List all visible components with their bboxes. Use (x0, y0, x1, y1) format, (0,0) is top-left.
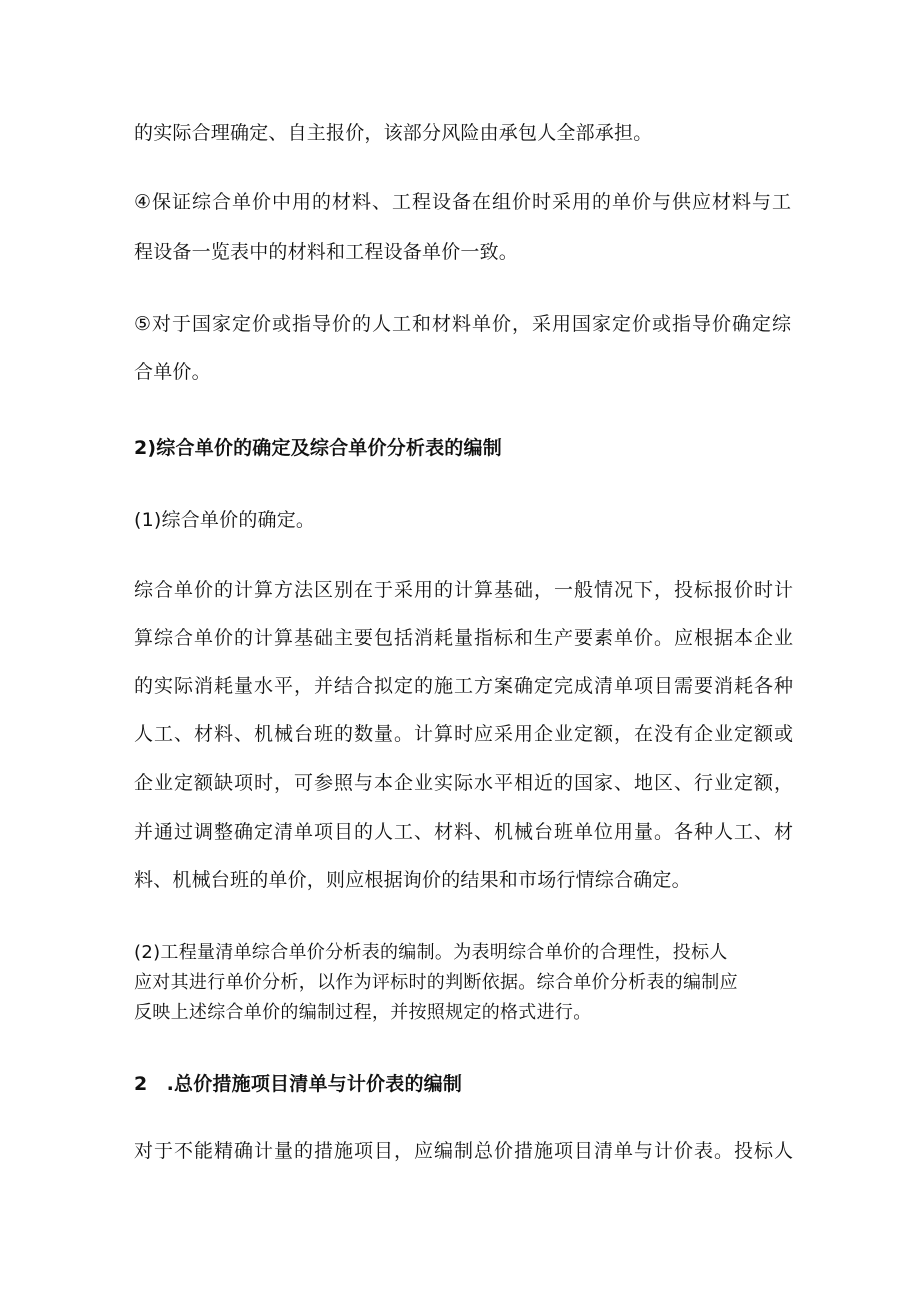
paragraph-line: 人工、材料、机械台班的数量。计算时应采用企业定额，在没有企业定额或 (134, 723, 795, 745)
paragraph-line: 的实际合理确定、自主报价，该部分风险由承包人全部承担。 (134, 122, 653, 144)
paragraph-line: 综合单价的计算方法区别在于采用的计算基础，一般情况下，投标报价时计 (134, 579, 795, 601)
paragraph-line: ⑤对于国家定价或指导价的人工和材料单价，采用国家定价或指导价确定综 (134, 313, 793, 335)
paragraph-line: 合单价。 (134, 361, 211, 383)
paragraph-line: (2)工程量清单综合单价分析表的编制。为表明综合单价的合理性，投标人 (134, 942, 728, 963)
paragraph-line: 算综合单价的计算基础主要包括消耗量指标和生产要素单价。应根据本企业 (134, 627, 795, 649)
section-heading: 2 .总价措施项目清单与计价表的编制 (134, 1073, 463, 1095)
paragraph-line: 程设备一览表中的材料和工程设备单价一致。 (134, 241, 519, 263)
paragraph-line: 的实际消耗量水平，并结合拟定的施工方案确定完成清单项目需要消耗各种 (134, 675, 795, 697)
paragraph-line: 反映上述综合单价的编制过程，并按照规定的格式进行。 (134, 1002, 592, 1023)
paragraph-line: 应对其进行单价分析，以作为评标时的判断依据。综合单价分析表的编制应 (134, 972, 738, 993)
paragraph-line: 对于不能精确计量的措施项目，应编制总价措施项目清单与计价表。投标人 (134, 1140, 795, 1162)
paragraph-line: 企业定额缺项时，可参照与本企业实际水平相近的国家、地区、行业定额， (134, 772, 795, 794)
paragraph-line: 并通过调整确定清单项目的人工、材料、机械台班单位用量。各种人工、材 (134, 821, 795, 843)
paragraph-line: ④保证综合单价中用的材料、工程设备在组价时采用的单价与供应材料与工 (134, 191, 793, 213)
paragraph-line: 料、机械台班的单价，则应根据询价的结果和市场行情综合确定。 (134, 869, 691, 891)
subsection-heading: (1)综合单价的确定。 (134, 509, 316, 531)
section-heading: 2)综合单价的确定及综合单价分析表的编制 (134, 437, 502, 459)
